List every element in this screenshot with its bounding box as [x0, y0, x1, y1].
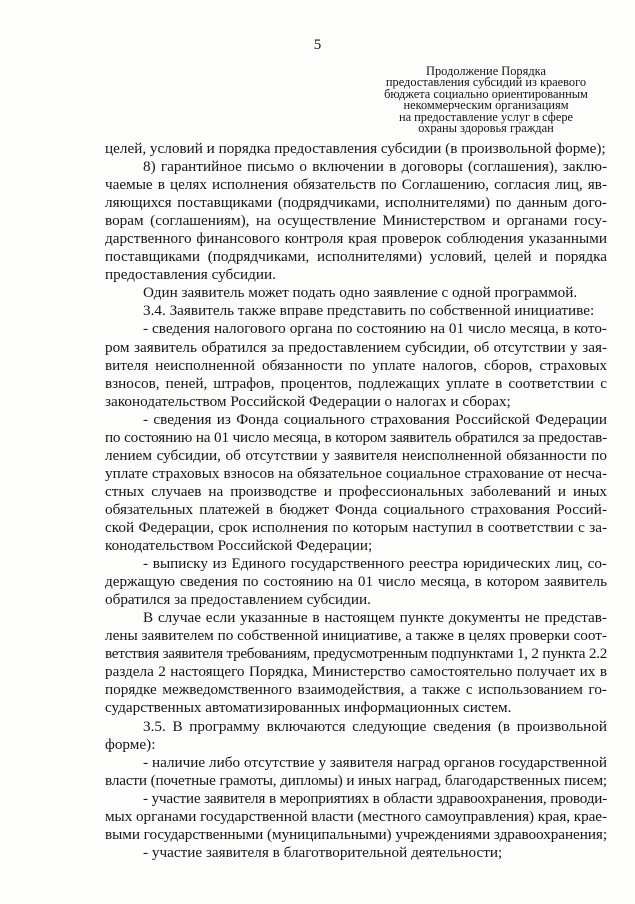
text-line: обязательных платежей в бюджет Фонда социального страхования Россий-	[105, 500, 607, 518]
header-block	[380, 66, 592, 134]
text-line: чаемые в целях исполнения обязательств по Соглашению, согласия лиц, яв-	[105, 176, 607, 194]
text-line: взносов, пеней, штрафов, процентов, подлежащих уплате в соответствии с	[105, 374, 607, 392]
text-line: ворам (соглашениям), на осуществление Министерством и органами госу-	[105, 212, 607, 230]
text-line: 3.5. В программу включаются следующие сведения (в произвольной	[143, 717, 607, 735]
text-line: мых органами государственной власти (местного самоуправления) края, крае-	[105, 807, 607, 825]
text-line: по состоянию на 01 число месяца, в котором заявитель обратился за предостав-	[105, 428, 607, 446]
text-line: стных случаев на производстве и профессиональных заболеваний и иных	[105, 482, 607, 500]
text-line: власти (почетные грамоты, дипломы) и иных наград, благодарственных писем;	[105, 771, 607, 789]
body-text	[105, 140, 607, 862]
text-line: конодательством Российской Федерации;	[105, 537, 373, 555]
text-line: ветствия заявителя требованиям, предусмотренным подпунктами 1, 2 пункта 2.2	[105, 645, 607, 663]
text-line: лением субсидии, об отсутствии у заявителя неисполненной обязанности по	[105, 446, 607, 464]
text-line: ляющихся поставщиками (подрядчиками, исполнителями) по данным дого-	[105, 194, 607, 212]
text-line: - участие заявителя в благотворительной деятельности;	[143, 843, 503, 861]
header-line: предоставления субсидий из краевого	[385, 75, 587, 90]
text-line: 8) гарантийное письмо о включении в договоры (соглашения), заклю-	[143, 158, 607, 176]
text-line: - выписку из Единого государственного реестра юридических лиц, со-	[143, 555, 607, 573]
text-line: выми государственными (муниципальными) учреждениями здравоохранения;	[105, 825, 607, 843]
header-line: Продолжение Порядка	[426, 64, 546, 78]
text-line: законодательством Российской Федерации о налогах и сборах;	[105, 392, 511, 410]
text-line: ской Федерации, срок исполнения по которым наступил в соответствии с за-	[105, 518, 607, 536]
text-line: В случае если указанные в настоящем пункте документы не представ-	[143, 609, 607, 627]
text-line: - участие заявителя в мероприятиях в области здравоохранения, проводи-	[143, 789, 607, 807]
text-line: лены заявителем по собственной инициативе, а также в целях проверки соот-	[105, 627, 607, 645]
text-line: порядке межведомственного взаимодействия, а также с использованием го-	[105, 681, 607, 699]
text-line: - сведения налогового органа по состоянию на 01 число месяца, в кото-	[143, 320, 607, 338]
header-line: на предоставление услуг в сфере	[398, 109, 574, 124]
header-line: некоммерческим организациям	[403, 98, 569, 113]
text-line: обратился за предоставлением субсидии.	[105, 591, 371, 609]
text-line: вителя неисполненной обязанности по уплате налогов, сборов, страховых	[105, 356, 607, 374]
text-line: 3.4. Заявитель также вправе представить по собственной инициативе:	[143, 302, 595, 320]
text-line: - наличие либо отсутствие у заявителя наград органов государственной	[143, 753, 607, 771]
text-line: дарственного финансового контроля края проверок соблюдения указанными	[105, 230, 607, 248]
text-line: ром заявитель обратился за предоставлением субсидии, об отсутствии у зая-	[105, 338, 607, 356]
text-line: - сведения из Фонда социального страхования Российской Федерации	[143, 410, 607, 428]
text-line: держащую сведения по состоянию на 01 число месяца, в котором заявитель	[105, 573, 607, 591]
text-line: предоставления субсидии.	[105, 266, 276, 284]
text-line: Один заявитель может подать одно заявление с одной программой.	[143, 284, 578, 302]
text-line: уплате страховых взносов на обязательное социальное страхование от несча-	[105, 464, 607, 482]
header-line: охраны здоровья граждан	[418, 121, 554, 136]
text-line: сударственных автоматизированных информационных систем.	[105, 699, 512, 717]
text-line: целей, условий и порядка предоставления субсидии (в произвольной форме);	[105, 140, 606, 157]
header-line: бюджета социально ориентированным	[384, 86, 588, 101]
page-number: 5	[313, 37, 322, 53]
text-line: раздела 2 настоящего Порядка, Министерство самостоятельно получает их в	[105, 663, 607, 681]
text-line: поставщиками (подрядчиками, исполнителями) условий, целей и порядка	[105, 248, 607, 266]
text-line: форме):	[105, 735, 156, 753]
